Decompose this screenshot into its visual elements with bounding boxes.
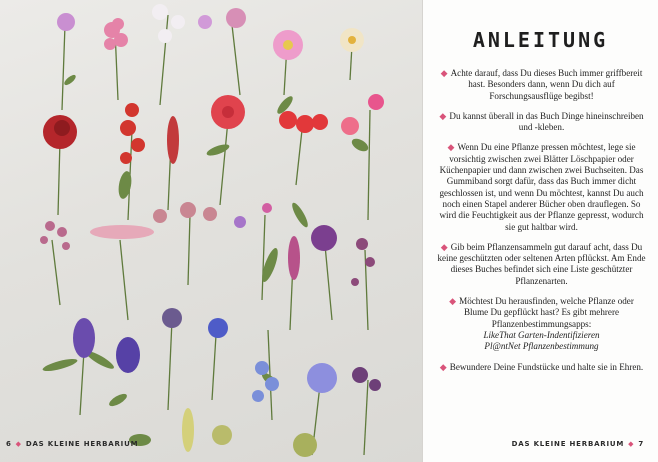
bullet-icon: ◆ <box>439 110 447 121</box>
left-page-folio <box>6 440 138 448</box>
right-page-running-title: DAS KLEINE HERBARIUM <box>511 440 625 448</box>
bullet-icon: ◆ <box>449 296 457 307</box>
instructions-body <box>437 68 646 382</box>
paragraph <box>437 242 646 287</box>
paragraph-text: Bewundere Deine Fundstücke und halte sie in Ehren. <box>449 361 644 372</box>
folio-separator-icon: ◆ <box>628 440 635 448</box>
folio-separator-icon: ◆ <box>15 440 22 448</box>
page-heading: ANLEITUNG <box>472 28 609 52</box>
app-name: LikeThat Garten-Indentifizieren <box>483 329 600 340</box>
paragraph-text: Achte darauf, dass Du dieses Buch immer griffbereit hast. Besonders dann, wenn Du dich auf Forschungsausflüge begibst! <box>450 68 643 101</box>
left-page-number: 6 <box>6 440 12 448</box>
paragraph <box>437 111 646 134</box>
paragraph <box>437 362 646 373</box>
paragraph-text: Du kannst überall in das Buch Dinge hineinschreiben und -kleben. <box>449 110 644 133</box>
app-name: Pl@ntNet Pflanzenbestimmung <box>484 341 599 352</box>
right-page-number: 7 <box>638 440 644 448</box>
bullet-icon: ◆ <box>440 241 448 252</box>
paragraph <box>437 296 646 352</box>
left-page-running-title: DAS KLEINE HERBARIUM <box>25 440 139 448</box>
right-page-folio <box>512 440 644 448</box>
paragraph <box>437 68 646 102</box>
paragraph-text: Wenn Du eine Pflanze pressen möchtest, lege sie vorsichtig zwischen zwei Blätter Löschpapier oder Küchenpapier und dann zwischen zwei Buchseiten. Das Gummiband sorgt dafür, dass das Buch immer dicht geschlossen ist, und wenn Du möchtest, kannst Du auch noch einen Stapel anderer Bücher oben drauflegen. So wird die Feuchtigkeit aus der Pflanze gepresst, wodurch sie gut haltbar wird. <box>439 142 644 232</box>
bullet-icon: ◆ <box>440 68 448 78</box>
bullet-icon: ◆ <box>439 361 447 372</box>
bullet-icon: ◆ <box>447 142 455 153</box>
paragraph <box>437 142 646 232</box>
paragraph-text: Möchtest Du herausfinden, welche Pflanze oder Blume Du gepflückt hast? Es gibt mehrere Pflanzenbestimmungsapps: <box>459 296 634 329</box>
paragraph-text: Gib beim Pflanzensammeln gut darauf acht, dass Du keine geschützten oder seltenen Arten pflückst. Am Ende dieses Buches befindet sich eine Liste geschützter Pflanzenarten. <box>437 241 646 286</box>
instructions-page <box>422 0 658 462</box>
